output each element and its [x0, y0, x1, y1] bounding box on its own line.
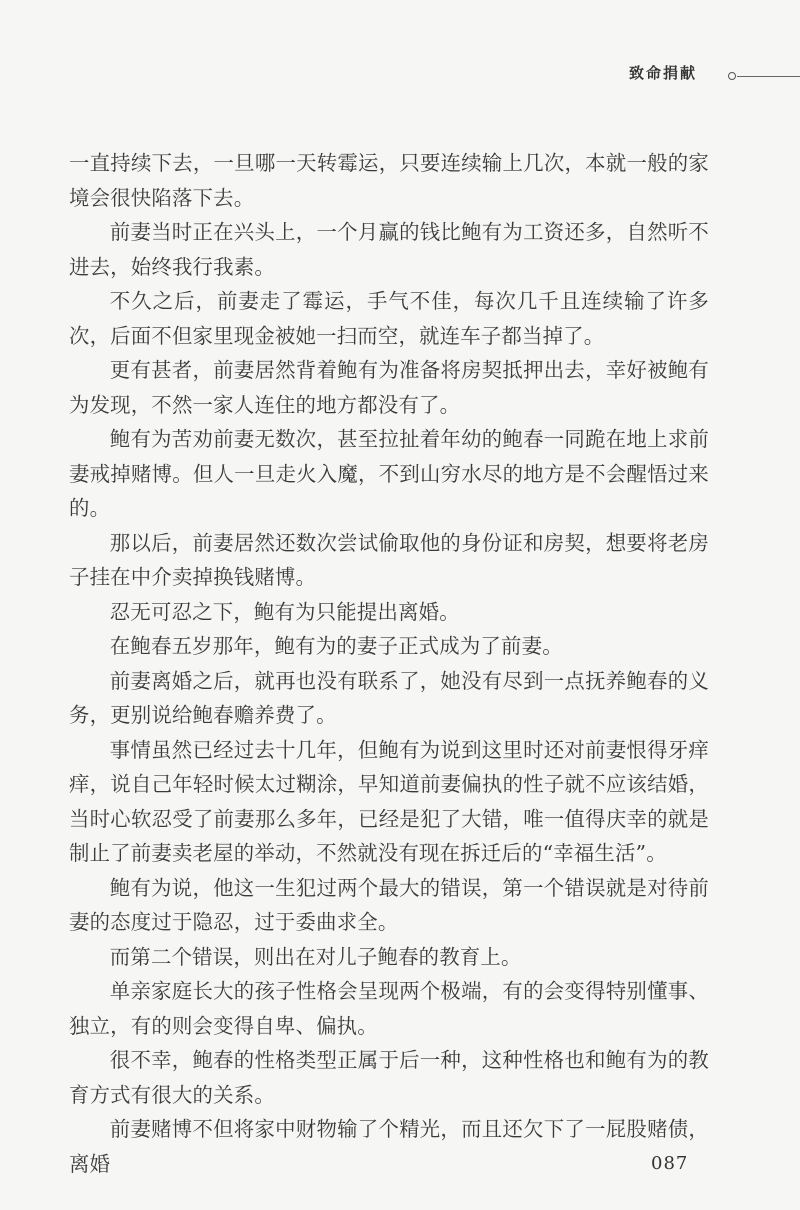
paragraph: 忍无可忍之下，鲍有为只能提出离婚。 — [109, 599, 460, 624]
paragraph: 一直持续下去，一旦哪一天转霉运，只要连续输上几次，本就一般的家境会很快陷落下去。 — [69, 151, 709, 210]
page-number: 087 — [651, 1153, 689, 1174]
paragraph: 更有甚者，前妻居然背着鲍有为准备将房契抵押出去，幸好被鲍有为发现，不然一家人连住的地方都没有了。 — [69, 358, 709, 417]
running-header-title: 致命捐献 — [628, 64, 697, 82]
paragraph: 鲍有为苦劝前妻无数次，甚至拉扯着年幼的鲍春一同跪在地上求前妻戒掉赌博。但人一旦走火入魔，不到山穷水尽的地方是不会醒悟过来的。 — [69, 427, 709, 520]
paragraph: 单亲家庭长大的孩子性格会呈现两个极端，有的会变得特别懂事、独立，有的则会变得自卑、偏执。 — [69, 979, 709, 1038]
header-ornament-icon — [728, 72, 800, 82]
paragraph: 而第二个错误，则出在对儿子鲍春的教育上。 — [109, 944, 522, 969]
paragraph: 很不幸，鲍春的性格类型正属于后一种，这种性格也和鲍有为的教育方式有很大的关系。 — [69, 1048, 709, 1107]
body-text — [69, 146, 709, 1181]
paragraph: 前妻当时正在兴头上，一个月赢的钱比鲍有为工资还多，自然听不进去，始终我行我素。 — [69, 220, 709, 279]
paragraph: 不久之后，前妻走了霉运，手气不佳，每次几千且连续输了许多次，后面不但家里现金被她一扫而空，就连车子都当掉了。 — [69, 289, 709, 348]
paragraph: 在鲍春五岁那年，鲍有为的妻子正式成为了前妻。 — [109, 634, 563, 658]
paragraph: 鲍有为说，他这一生犯过两个最大的错误，第一个错误就是对待前妻的态度过于隐忍，过于委曲求全。 — [69, 875, 709, 934]
paragraph: 那以后，前妻居然还数次尝试偷取他的身份证和房契，想要将老房子挂在中介卖掉换钱赌博。 — [69, 530, 709, 589]
running-header — [0, 60, 800, 90]
paragraph: 前妻离婚之后，就再也没有联系了，她没有尽到一点抚养鲍春的义务，更别说给鲍春赡养费了。 — [69, 668, 709, 727]
paragraph: 前妻赌博不但将家中财物输了个精光，而且还欠下了一屁股赌债，离婚 — [69, 1117, 709, 1176]
paragraph: 事情虽然已经过去十几年，但鲍有为说到这里时还对前妻恨得牙痒痒，说自己年轻时候太过糊涂，早知道前妻偏执的性子就不应该结婚，当时心软忍受了前妻那么多年，已经是犯了大错，唯一值得庆幸的就是制止了前妻卖老屋的举动，不然就没有现在拆迁后的“幸福生活”。 — [69, 737, 709, 865]
